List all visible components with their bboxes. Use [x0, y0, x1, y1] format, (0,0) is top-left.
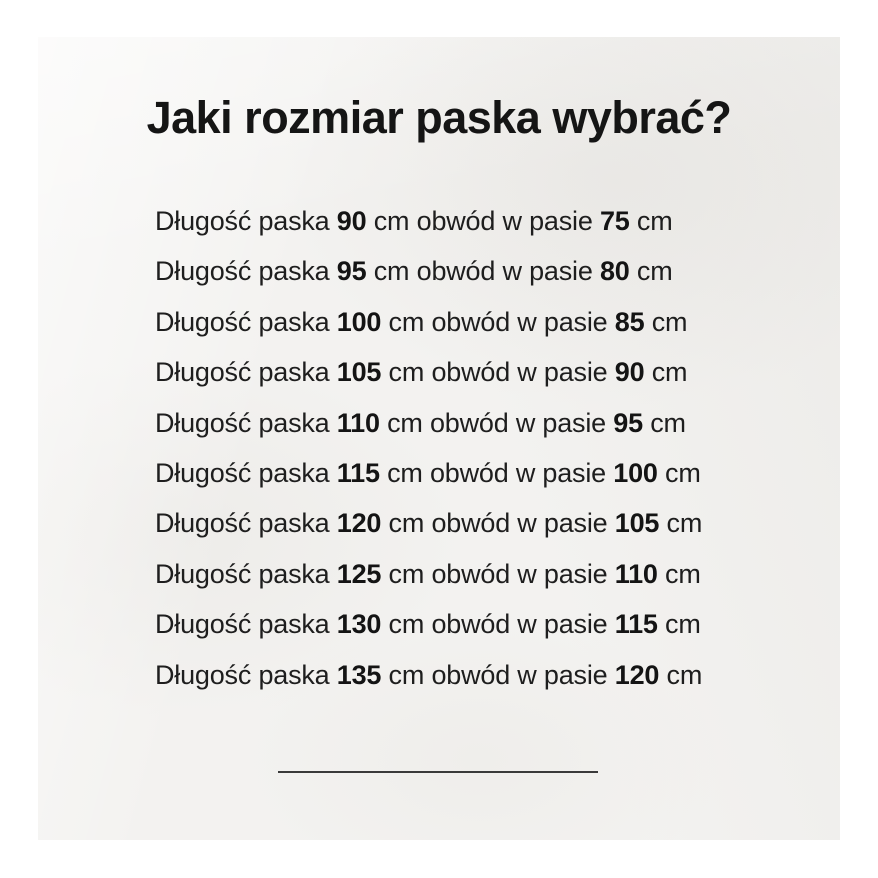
row-label-middle: cm obwód w pasie — [381, 508, 615, 539]
size-row — [155, 650, 818, 700]
row-label-suffix: cm — [659, 659, 703, 690]
waist-value: 75 — [599, 206, 630, 236]
row-label-suffix: cm — [629, 256, 673, 287]
row-label-middle: cm obwód w pasie — [381, 558, 615, 589]
row-label-middle: cm obwód w pasie — [379, 457, 614, 488]
row-label-suffix: cm — [642, 407, 686, 438]
row-label-prefix: Długość paska — [155, 558, 337, 589]
size-row — [155, 599, 818, 649]
size-row — [155, 448, 818, 498]
belt-length-value: 120 — [336, 508, 382, 539]
belt-length-value: 115 — [336, 457, 380, 488]
row-label-prefix: Długość paska — [155, 508, 337, 539]
row-label-prefix: Długość paska — [155, 357, 337, 388]
waist-value: 100 — [613, 457, 658, 488]
belt-length-value: 95 — [336, 256, 367, 287]
belt-length-value: 110 — [336, 407, 380, 438]
row-label-suffix: cm — [644, 306, 688, 337]
waist-value: 120 — [614, 659, 660, 690]
waist-value: 90 — [614, 357, 645, 388]
size-chart-list — [155, 196, 818, 700]
row-label-prefix: Długość paska — [155, 256, 337, 287]
size-row — [155, 398, 818, 448]
waist-value: 80 — [599, 256, 630, 287]
row-label-prefix: Długość paska — [155, 457, 337, 488]
belt-length-value: 90 — [336, 206, 367, 236]
row-label-suffix: cm — [657, 558, 701, 589]
page-title: Jaki rozmiar paska wybrać? — [146, 92, 732, 143]
row-label-middle: cm obwód w pasie — [381, 609, 615, 640]
row-label-middle: cm obwód w pasie — [381, 357, 615, 388]
row-label-suffix: cm — [657, 609, 701, 640]
belt-length-value: 105 — [336, 357, 382, 388]
waist-value: 105 — [614, 508, 660, 539]
row-label-prefix: Długość paska — [155, 206, 337, 236]
row-label-prefix: Długość paska — [155, 407, 337, 438]
row-label-prefix: Długość paska — [155, 659, 337, 690]
belt-length-value: 135 — [336, 659, 382, 690]
size-row — [155, 498, 818, 548]
size-row — [155, 196, 818, 246]
waist-value: 115 — [614, 609, 658, 640]
waist-value: 110 — [614, 558, 658, 589]
row-label-prefix: Długość paska — [155, 306, 337, 337]
belt-length-value: 130 — [336, 609, 382, 640]
row-label-prefix: Długość paska — [155, 609, 337, 640]
row-label-middle: cm obwód w pasie — [366, 206, 600, 236]
belt-length-value: 125 — [336, 558, 382, 589]
row-label-middle: cm obwód w pasie — [381, 306, 615, 337]
row-label-suffix: cm — [657, 457, 701, 488]
waist-value: 85 — [614, 306, 645, 337]
row-label-suffix: cm — [659, 508, 703, 539]
size-row — [155, 549, 818, 599]
row-label-suffix: cm — [644, 357, 688, 388]
size-row — [155, 297, 818, 347]
waist-value: 95 — [613, 407, 643, 438]
row-label-middle: cm obwód w pasie — [366, 256, 600, 287]
bottom-divider-line — [278, 771, 598, 773]
size-row — [155, 347, 818, 397]
belt-length-value: 100 — [336, 306, 382, 337]
row-label-middle: cm obwód w pasie — [379, 407, 614, 438]
row-label-middle: cm obwód w pasie — [381, 659, 615, 690]
size-row — [155, 246, 818, 296]
row-label-suffix: cm — [629, 206, 673, 236]
